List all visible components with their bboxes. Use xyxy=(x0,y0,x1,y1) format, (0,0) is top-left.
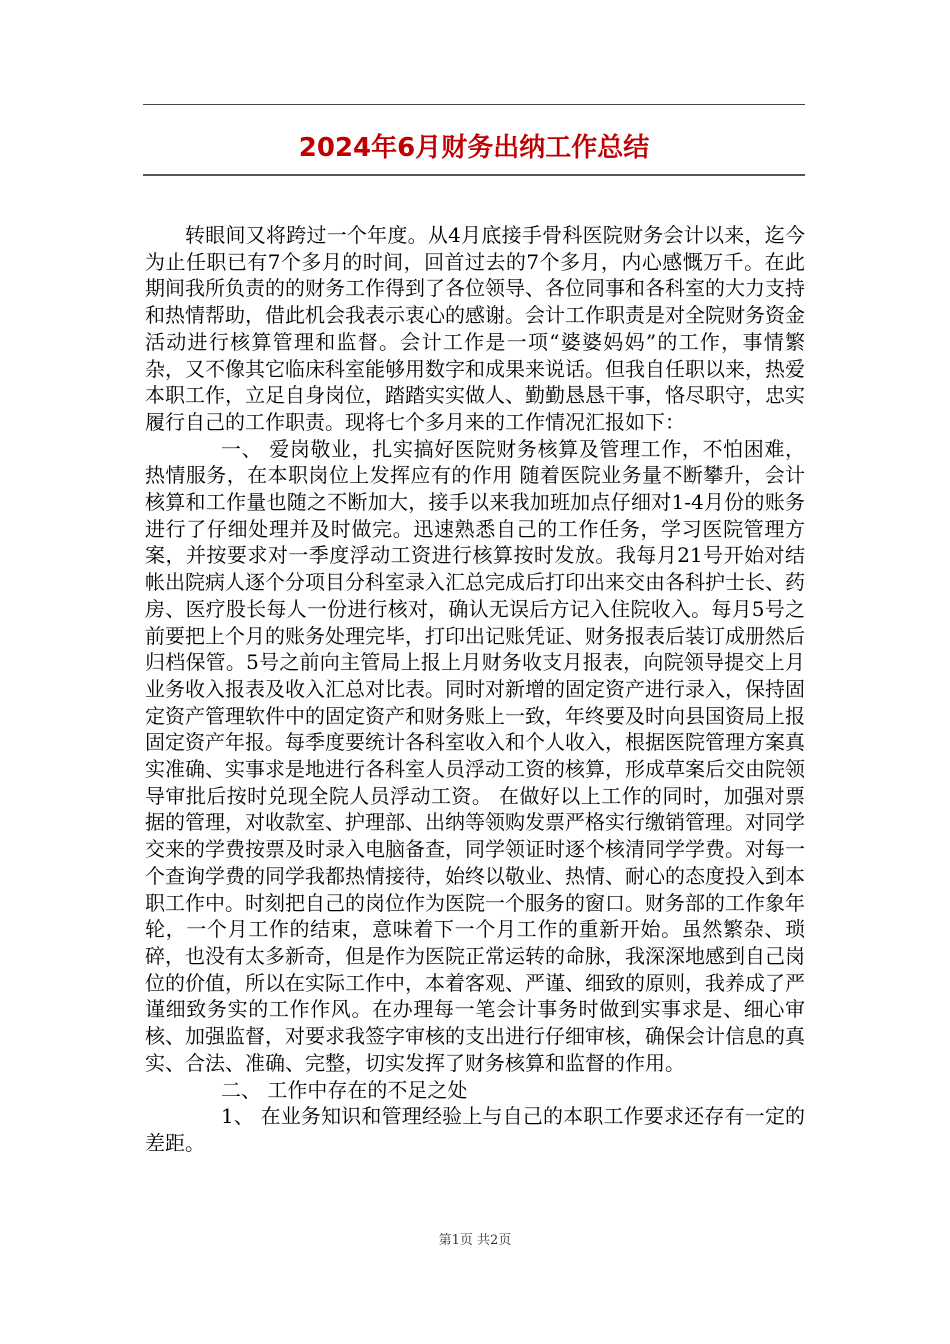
document-body xyxy=(145,222,805,1157)
intro-paragraph: 转眼间又将跨过一个年度。从4月底接手骨科医院财务会计以来，迄今为止任职已有7个多月的时间，回首过去的7个多月，内心感慨万千。在此期间我所负责的的财务工作得到了各位领导、各位同事和各科室的大力支持和热情帮助，借此机会我表示衷心的感谢。会计工作职责是对全院财务资金活动进行核算管理和监督。会计工作是一项“婆婆妈妈”的工作，事情繁杂，又不像其它临床科室能够用数字和成果来说话。但我自任职以来，热爱本职工作，立足自身岗位，踏踏实实做人、勤勤恳恳干事，恪尽职守，忠实履行自己的工作职责。现将七个多月来的工作情况汇报如下： xyxy=(145,223,805,434)
page-number: 第1页 共2页 xyxy=(438,1233,512,1248)
section-two-heading: 二、 工作中存在的不足之处 xyxy=(221,1077,468,1102)
title-underline xyxy=(143,174,805,176)
section-one-paragraph: 一、 爱岗敬业，扎实搞好医院财务核算及管理工作，不怕困难，热情服务，在本职岗位上发挥应有的作用 随着医院业务量不断攀升，会计核算和工作量也随之不断加大，接手以来我加班加点仔细对1-4月份的账务进行了仔细处理并及时做完。迅速熟悉自己的工作任务，学习医院管理方案，并按要求对一季度浮动工资进行核算按时发放。我每月21号开始对结帐出院病人逐个分项目分科室录入汇总完成后打印出来交由各科护士长、药房、医疗股长每人一份进行核对，确认无误后方记入住院收入。每月5号之前要把上个月的账务处理完毕，打印出记账凭证、财务报表后装订成册然后归档保管。5号之前向主管局上报上月财务收支月报表，向院领导提交上月业务收入报表及收入汇总对比表。同时对新增的固定资产进行录入，保持固定资产管理软件中的固定资产和财务账上一致，年终要及时向县国资局上报固定资产年报。每季度要统计各科室收入和个人收入，根据医院管理方案真实准确、实事求是地进行各科室人员浮动工资的核算，形成草案后交由院领导审批后按时兑现全院人员浮动工资。 在做好以上工作的同时，加强对票据的管理，对收款室、护理部、出纳等领购发票严格实行缴销管理。对同学交来的学费按票及时录入电脑备查，同学领证时逐个核清同学学费。对每一个查询学费的同学我都热情接待，始终以敬业、热情、耐心的态度投入到本职工作中。时刻把自己的岗位作为医院一个服务的窗口。财务部的工作象年轮，一个月工作的结束，意味着下一个月工作的重新开始。虽然繁杂、琐碎，也没有太多新奇，但是作为医院正常运转的命脉，我深深地感到自己岗位的价值，所以在实际工作中，本着客观、严谨、细致的原则，我养成了严谨细致务实的工作作风。在办理每一笔会计事务时做到实事求是、细心审核、加强监督，对要求我签字审核的支出进行仔细审核，确保会计信息的真实、合法、准确、完整，切实发挥了财务核算和监督的作用。 xyxy=(145,436,805,1075)
list-item-one-paragraph: 1、 在业务知识和管理经验上与自己的本职工作要求还存有一定的差距。 xyxy=(145,1104,805,1155)
header-rule xyxy=(143,104,805,105)
document-title: 2024年6月财务出纳工作总结 xyxy=(298,133,650,163)
